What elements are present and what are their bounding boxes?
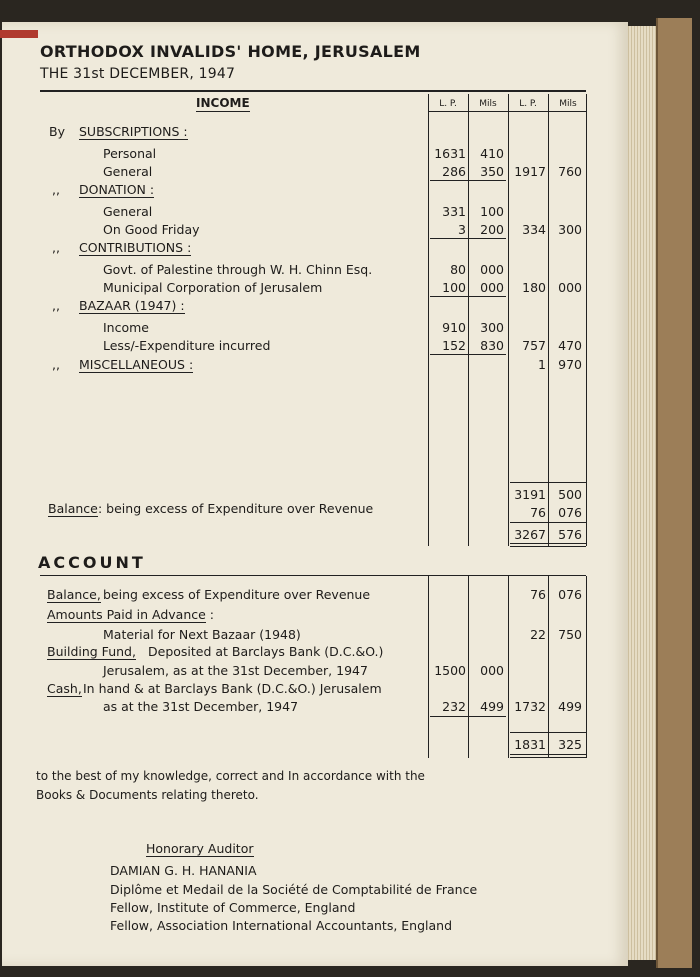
amount-cell: 576	[558, 527, 582, 542]
cash-label: Cash,	[47, 681, 82, 696]
amount-cell: 000	[480, 262, 504, 277]
donation-label: DONATION :	[79, 182, 155, 197]
double-rule	[510, 754, 586, 755]
amount-cell: 830	[480, 338, 504, 353]
auditor-credential-3: Fellow, Association International Accountants, England	[110, 918, 453, 933]
miscellaneous-label: MISCELLANEOUS :	[79, 357, 194, 372]
amount-cell: 910	[442, 320, 466, 335]
col-rule	[586, 94, 587, 546]
sum-rule	[430, 180, 506, 181]
good-friday-label: On Good Friday	[103, 222, 200, 237]
amount-cell: 180	[522, 280, 546, 295]
amount-cell: 760	[558, 164, 582, 179]
amount-cell: 100	[442, 280, 466, 295]
auditor-name: DAMIAN G. H. HANANIA	[110, 863, 257, 878]
document-title: ORTHODOX INVALIDS' HOME, JERUSALEM	[40, 42, 421, 61]
amount-cell: 076	[558, 587, 582, 602]
total-rule	[510, 522, 586, 523]
account-balance-text: being excess of Expenditure over Revenue	[103, 587, 371, 602]
amount-cell: 470	[558, 338, 582, 353]
col-rule	[468, 576, 469, 758]
col-rule	[428, 94, 429, 546]
balance-label: Balance	[48, 501, 98, 516]
double-rule	[510, 543, 586, 544]
amount-cell: 3191	[514, 487, 546, 502]
bazaar-less-label: Less/-Expenditure incurred	[103, 338, 271, 353]
by-label: By	[49, 124, 65, 139]
col-rule	[468, 94, 469, 546]
income-heading: INCOME	[196, 96, 250, 110]
advance-colon: :	[205, 607, 214, 622]
col-header-mils-2: Mils	[559, 99, 577, 109]
govt-label: Govt. of Palestine through W. H. Chinn Esq.	[103, 262, 373, 277]
account-balance-label: Balance,	[47, 587, 101, 602]
amount-cell: 499	[558, 699, 582, 714]
personal-label: Personal	[103, 146, 157, 161]
amount-cell: 076	[558, 505, 582, 520]
document-subtitle: THE 31st DECEMBER, 1947	[40, 66, 236, 82]
cash-text: In hand & at Barclays Bank (D.C.&O.) Jerusalem	[83, 681, 382, 696]
amount-cell: 1831	[514, 737, 546, 752]
amount-cell: 325	[558, 737, 582, 752]
donation-general-label: General	[103, 204, 153, 219]
auditor-credential-1: Diplôme et Medail de la Société de Comptabilité de France	[110, 882, 478, 897]
auditor-role: Honorary Auditor	[146, 841, 254, 856]
amount-cell: 1917	[514, 164, 546, 179]
amount-cell: 1500	[434, 663, 466, 678]
ditto-mark: ,,	[52, 357, 60, 372]
red-tab-marker	[0, 30, 38, 38]
amount-cell: 331	[442, 204, 466, 219]
amount-cell: 1631	[434, 146, 466, 161]
ditto-mark: ,,	[52, 182, 60, 197]
balance-text: : being excess of Expenditure over Revenue	[98, 501, 374, 516]
title-rule	[40, 90, 586, 92]
amount-cell: 000	[558, 280, 582, 295]
subscriptions-label: SUBSCRIPTIONS :	[79, 124, 188, 139]
advance-label: Amounts Paid in Advance	[47, 607, 206, 622]
municipal-label: Municipal Corporation of Jerusalem	[103, 280, 323, 295]
amount-cell: 300	[558, 222, 582, 237]
amount-cell: 750	[558, 627, 582, 642]
amount-cell: 80	[450, 262, 466, 277]
statement-line-2: Books & Documents relating thereto.	[36, 788, 259, 802]
col-header-mils-1: Mils	[479, 99, 497, 109]
amount-cell: 1	[538, 357, 546, 372]
ditto-mark: ,,	[52, 240, 60, 255]
double-rule	[510, 757, 586, 758]
sum-rule	[430, 296, 506, 297]
book-cover-edge	[656, 18, 692, 968]
sum-rule	[430, 238, 506, 239]
auditor-credential-2: Fellow, Institute of Commerce, England	[110, 900, 356, 915]
sum-rule	[430, 716, 506, 717]
amount-cell: 100	[480, 204, 504, 219]
col-rule	[548, 94, 549, 546]
double-rule	[510, 546, 586, 547]
page-edges	[626, 26, 656, 960]
building-fund-label: Building Fund,	[47, 644, 136, 659]
bazaar-income-label: Income	[103, 320, 149, 335]
total-rule	[510, 482, 586, 483]
col-header-lp-2: L. P.	[519, 99, 537, 109]
amount-cell: 232	[442, 699, 466, 714]
amount-cell: 499	[480, 699, 504, 714]
amount-cell: 000	[480, 280, 504, 295]
amount-cell: 410	[480, 146, 504, 161]
col-rule	[508, 94, 509, 546]
amount-cell: 757	[522, 338, 546, 353]
amount-cell: 334	[522, 222, 546, 237]
account-heading: ACCOUNT	[38, 553, 146, 572]
amount-cell: 3267	[514, 527, 546, 542]
cash-line2: as at the 31st December, 1947	[103, 699, 299, 714]
col-rule	[548, 576, 549, 758]
header-rule	[428, 111, 586, 112]
ditto-mark: ,,	[52, 298, 60, 313]
statement-line-1: to the best of my knowledge, correct and In accordance with the	[36, 769, 425, 783]
contributions-label: CONTRIBUTIONS :	[79, 240, 192, 255]
sum-rule	[430, 354, 506, 355]
bazaar-label: BAZAAR (1947) :	[79, 298, 185, 313]
advance-line	[47, 607, 214, 622]
amount-cell: 3	[458, 222, 466, 237]
material-label: Material for Next Bazaar (1948)	[103, 627, 301, 642]
building-fund-line2: Jerusalem, as at the 31st December, 1947	[103, 663, 368, 678]
amount-cell: 286	[442, 164, 466, 179]
general-label: General	[103, 164, 153, 179]
building-fund-text: Deposited at Barclays Bank (D.C.&O.)	[148, 644, 384, 659]
col-rule	[586, 576, 587, 758]
amount-cell: 500	[558, 487, 582, 502]
amount-cell: 76	[530, 587, 546, 602]
amount-cell: 350	[480, 164, 504, 179]
amount-cell: 1732	[514, 699, 546, 714]
amount-cell: 300	[480, 320, 504, 335]
amount-cell: 152	[442, 338, 466, 353]
amount-cell: 22	[530, 627, 546, 642]
total-rule	[510, 732, 586, 733]
col-rule	[428, 576, 429, 758]
amount-cell: 000	[480, 663, 504, 678]
amount-cell: 200	[480, 222, 504, 237]
col-rule	[508, 576, 509, 758]
account-rule	[40, 575, 586, 576]
amount-cell: 76	[530, 505, 546, 520]
amount-cell: 970	[558, 357, 582, 372]
col-header-lp-1: L. P.	[439, 99, 457, 109]
